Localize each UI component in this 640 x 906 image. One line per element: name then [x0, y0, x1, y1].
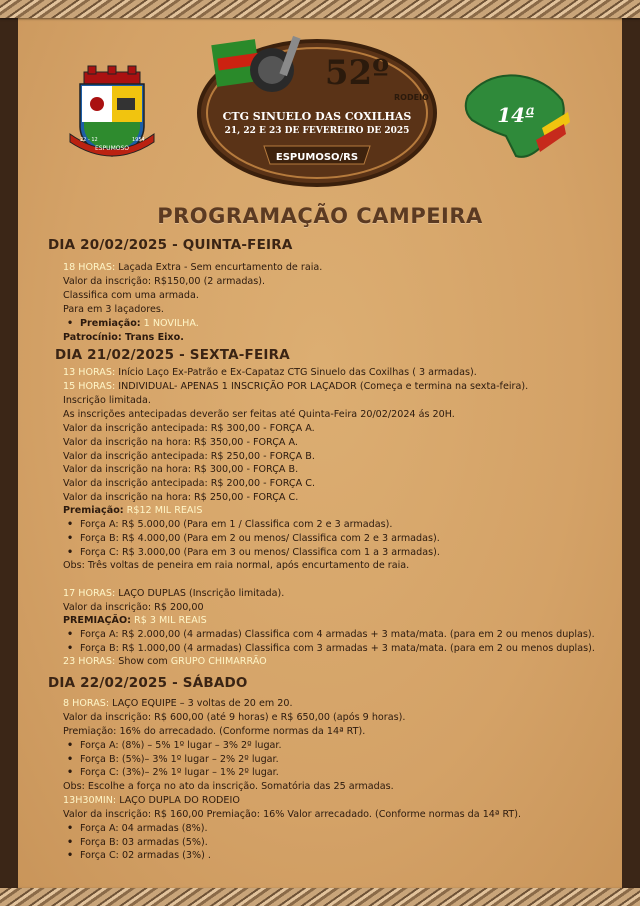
prize-label: Premiação: [63, 505, 124, 516]
line-text: INDIVIDUAL- APENAS 1 INSCRIÇÃO POR LAÇADOR (Começa e termina na sexta-feira). [115, 381, 529, 392]
day-heading-1: DIA 20/02/2025 - QUINTA-FEIRA [48, 237, 293, 253]
d2-line-show [63, 655, 267, 668]
d2-line-1 [63, 366, 477, 379]
d3-line-dupla-fee: Valor da inscrição: R$ 160,00 Premiação: 16% Valor arrecadado. (Conforme normas da 14ª RT). [63, 809, 522, 820]
d3-bullet-3: • Força C: (3%)– 2% 1º lugar – 1% 2º lugar. [80, 766, 279, 779]
band-name: GRUPO CHIMARRÃO [170, 656, 267, 667]
region-number: 14ª [497, 103, 535, 127]
d2-line-2 [63, 380, 528, 393]
d3-line-2: Valor da inscrição: R$ 600,00 (até 9 horas) e R$ 650,00 (após 9 horas). [63, 712, 406, 723]
logo-dates: 21, 22 E 23 DE FEVEREIRO DE 2025 [224, 126, 410, 136]
d3-line-1 [63, 697, 293, 710]
d2-line-9: Valor da inscrição antecipada: R$ 200,00 - FORÇA C. [63, 478, 315, 489]
prize-value: 1 NOVILHA. [140, 318, 199, 329]
d2-bullet-1: • Força A: R$ 5.000,00 (Para em 1 / Classifica com 2 e 3 armadas). [80, 518, 392, 531]
d1-line-3: Classifica com uma armada. [63, 290, 199, 301]
time-label: 15 HORAS: [63, 381, 116, 392]
d2-line-duplas-fee: Valor da inscrição: R$ 200,00 [63, 602, 204, 613]
line-text: LAÇO DUPLA DO RODEIO [116, 795, 240, 806]
d2-line-7: Valor da inscrição antecipada: R$ 250,00 - FORÇA B. [63, 451, 315, 462]
crest-date-right: 1954 [132, 137, 145, 143]
prize-label: Premiação: [80, 318, 141, 329]
d3-line-3: Premiação: 16% do arrecadado. (Conforme normas da 14ª RT). [63, 726, 366, 737]
page-title: PROGRAMAÇÃO CAMPEIRA [157, 204, 483, 228]
d3-bullet-5: • Força B: 03 armadas (5%). [80, 836, 208, 849]
time-label: 8 HORAS: [63, 698, 110, 709]
day-heading-2: DIA 21/02/2025 - SEXTA-FEIRA [55, 347, 290, 363]
d2-line-5: Valor da inscrição antecipada: R$ 300,00 - FORÇA A. [63, 423, 315, 434]
d2-line-4: As inscrições antecipadas deverão ser feitas até Quinta-Feira 20/02/2024 ás 20H. [63, 409, 455, 420]
line-text: LAÇO EQUIPE – 3 voltas de 20 em 20. [109, 698, 293, 709]
d2-line-duplas-prize [63, 614, 207, 627]
logo-edition-number: 52º [324, 53, 390, 93]
d1-bullet-prize [80, 317, 199, 330]
d3-bullet-4: • Força A: 04 armadas (8%). [80, 822, 208, 835]
line-text: Laçada Extra - Sem encurtamento de raia. [115, 262, 323, 273]
d3-bullet-2: • Força B: (5%)– 3% 1º lugar – 2% 2º lugar. [80, 753, 279, 766]
line-text: Show com [115, 656, 171, 667]
d1-line-2: Valor da inscrição: R$150,00 (2 armadas). [63, 276, 266, 287]
d2-line-obs: Obs: Três voltas de peneira em raia normal, após encurtamento de raia. [63, 560, 410, 571]
time-label: 13H30MIN: [63, 795, 117, 806]
time-label: 17 HORAS: [63, 588, 116, 599]
d1-line-1 [63, 261, 322, 274]
d2-bullet-3: • Força C: R$ 3.000,00 (Para em 3 ou menos/ Classifica com 1 a 3 armadas). [80, 546, 440, 559]
d3-line-obs: Obs: Escolhe a força no ato da inscrição. Somatória das 25 armadas. [63, 781, 394, 792]
line-text: Início Laço Ex-Patrão e Ex-Capataz CTG Sinuelo das Coxilhas ( 3 armadas). [115, 367, 477, 378]
d1-line-sponsor: Patrocínio: Trans Eixo. [63, 332, 184, 343]
d2-bullet-2: • Força B: R$ 4.000,00 (Para em 2 ou menos/ Classifica com 2 e 3 armadas). [80, 532, 440, 545]
d3-line-dupla [63, 794, 240, 807]
d2-line-10: Valor da inscrição na hora: R$ 250,00 - FORÇA C. [63, 492, 299, 503]
d2-line-3: Inscrição limitada. [63, 395, 151, 406]
time-label: 23 HORAS: [63, 656, 116, 667]
time-label: 13 HORAS: [63, 367, 116, 378]
logo-rodeio-word: RODEIO [394, 93, 429, 102]
time-label: 18 HORAS: [63, 262, 116, 273]
d2-line-duplas [63, 587, 284, 600]
prize-value: R$12 MIL REAIS [123, 505, 203, 516]
d2-bullet-4: • Força A: R$ 2.000,00 (4 armadas) Classifica com 4 armadas + 3 mata/mata. (para em 2 ou menos duplas). [80, 628, 595, 641]
prize-value: R$ 3 MIL REAIS [130, 615, 207, 626]
crest-date-left: 22 - 12 [80, 137, 98, 143]
d2-line-6: Valor da inscrição na hora: R$ 350,00 - FORÇA A. [63, 437, 298, 448]
prize-label: PREMIAÇÃO: [63, 615, 131, 626]
d3-bullet-1: • Força A: (8%) – 5% 1º lugar – 3% 2º lugar. [80, 739, 282, 752]
day-heading-3: DIA 22/02/2025 - SÁBADO [48, 675, 248, 691]
d2-bullet-5: • Força B: R$ 1.000,00 (4 armadas) Classifica com 3 armadas + 3 mata/mata. (para em 2 ou menos duplas). [80, 642, 595, 655]
line-text: LAÇO DUPLAS (Inscrição limitada). [115, 588, 285, 599]
d2-line-prize [63, 504, 202, 517]
crest-ribbon-text: ESPUMOSO [94, 145, 130, 152]
d1-line-4: Para em 3 laçadores. [63, 304, 164, 315]
d2-line-8: Valor da inscrição na hora: R$ 300,00 - FORÇA B. [63, 464, 299, 475]
logo-ctg-name: CTG SINUELO DAS COXILHAS [222, 110, 412, 123]
d3-bullet-6: • Força C: 02 armadas (3%) . [80, 849, 211, 862]
logo-city: ESPUMOSO/RS [275, 152, 359, 163]
